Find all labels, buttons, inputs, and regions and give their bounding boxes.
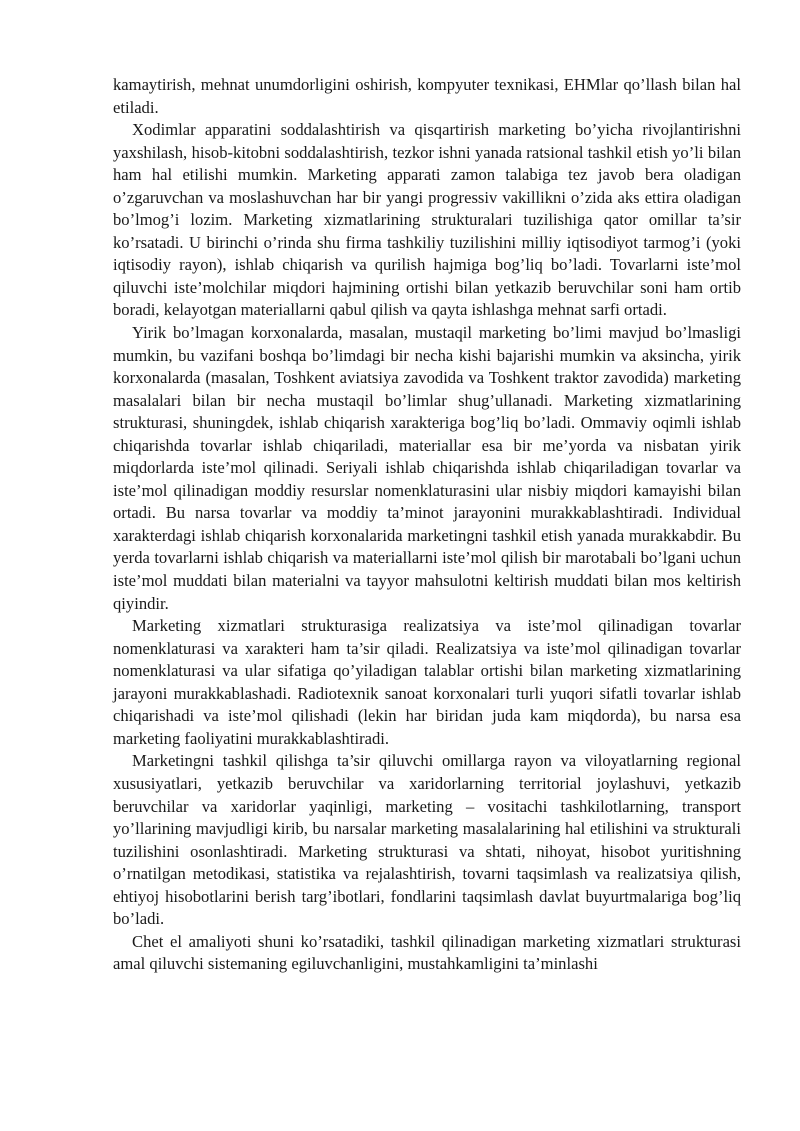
paragraph: Chet el amaliyoti shuni ko’rsatadiki, tashkil qilinadigan marketing xizmatlari strukturasi amal qiluvchi sistemaning egiluvchanligini, mustahkamligini ta’minlashi (113, 931, 741, 974)
paragraph: Xodimlar apparatini soddalashtirish va qisqartirish marketing bo’yicha rivojlantirishni yaxshilash, hisob-kitobni soddalashtirish, tezkor ishni yanada ratsional tashkil etish yo’li bilan ham hal etilishi mumkin. Marketing apparati zamon talabiga tez javob bera oladigan o’zgaruvchan va moslashuvchan har bir yangi progressiv vakillikni o’zida aks ettira oladigan bo’lmog’i lozim. Marketing xizmatlarining strukturalari tuzilishiga qator omillar ta’sir ko’rsatadi. U birinchi o’rinda shu firma tashkiliy tuzilishini milliy iqtisodiyot tarmog’i (yoki iqtisodiy rayon), ishlab chiqarish va qurilish hajmiga bog’liq bo’ladi. Tovarlarni iste’mol qiluvchi iste’molchilar miqdori hajmining ortishi bilan yetkazib beruvchilar soni ham ortib boradi, kelayotgan materiallarni qabul qilish va qayta ishlashga mehnat sarfi ortadi. (113, 120, 741, 320)
document-page (113, 74, 741, 976)
paragraph: Marketing xizmatlari strukturasiga realizatsiya va iste’mol qilinadigan tovarlar nomenklaturasi va xarakteri ham ta’sir qiladi. Realizatsiya va iste’mol qilinadigan tovarlar nomenklaturasi va ular sifatiga qo’yiladigan talablar ortishi bilan marketing xizmatlarining jarayoni murakkablashadi. Radiotexnik sanoat korxonalari turli yuqori sifatli tovarlar ishlab chiqarishadi va iste’mol qilishadi (lekin har biridan juda kam miqdorda), bu narsa esa marketing faoliyatini murakkablashtiradi. (113, 616, 741, 748)
paragraph: Yirik bo’lmagan korxonalarda, masalan, mustaqil marketing bo’limi mavjud bo’lmasligi mumkin, bu vazifani boshqa bo’limdagi bir necha kishi bajarishi mumkin va aksincha, yirik korxonalarda (masalan, Toshkent aviatsiya zavodida va Toshkent traktor zavodida) marketing masalalari bilan bir necha mustaqil bo’limlar shug’ullanadi. Marketing xizmatlarining strukturasi, shuningdek, ishlab chiqarish xarakteriga bog’liq bo’ladi. Ommaviy oqimli ishlab chiqarishda tovarlar ishlab chiqariladi, materiallar esa bir me’yorda va nisbatan yirik miqdorlarda iste’mol qilinadi. Seriyali ishlab chiqarishda ishlab chiqariladigan tovarlar va iste’mol qilinadigan moddiy resurslar nomenklaturasini ular nisbiy miqdori kamayishi bilan ortadi. Bu narsa tovarlar va moddiy ta’minot jarayonini murakkablashtiradi. Individual xarakterdagi ishlab chiqarish korxonalarida marketingni tashkil etish yanada murakkabdir. Bu yerda tovarlarni ishlab chiqarish va materiallarni iste’mol qilish bir marotabali bo’lgani uchun iste’mol muddati bilan materialni va tayyor mahsulotni keltirish muddati bilan mos keltirish qiyindir. (113, 323, 741, 613)
paragraph: Marketingni tashkil qilishga ta’sir qiluvchi omillarga rayon va viloyatlarning regional xususiyatlari, yetkazib beruvchilar va xaridorlarning territorial joylashuvi, yetkazib beruvchilar va xaridorlar yaqinligi, marketing – vositachi tashkilotlarning, transport yo’llarining mavjudligi kirib, bu narsalar marketing masalalarining hal etilishini va strukturali tuzilishini osonlashtiradi. Marketing strukturasi va shtati, nihoyat, hisobot yuritishning o’rnatilgan metodikasi, statistika va rejalashtirish, tovarni taqsimlash va realizatsiya qilish, ehtiyoj hisobotlarini berish targ’ibotlari, fondlarini taqsimlash davlat buyurtmalariga bog’liq bo’ladi. (113, 751, 741, 929)
paragraph: kamaytirish, mehnat unumdorligini oshirish, kompyuter texnikasi, EHMlar qo’llash bilan hal etiladi. (113, 75, 741, 117)
